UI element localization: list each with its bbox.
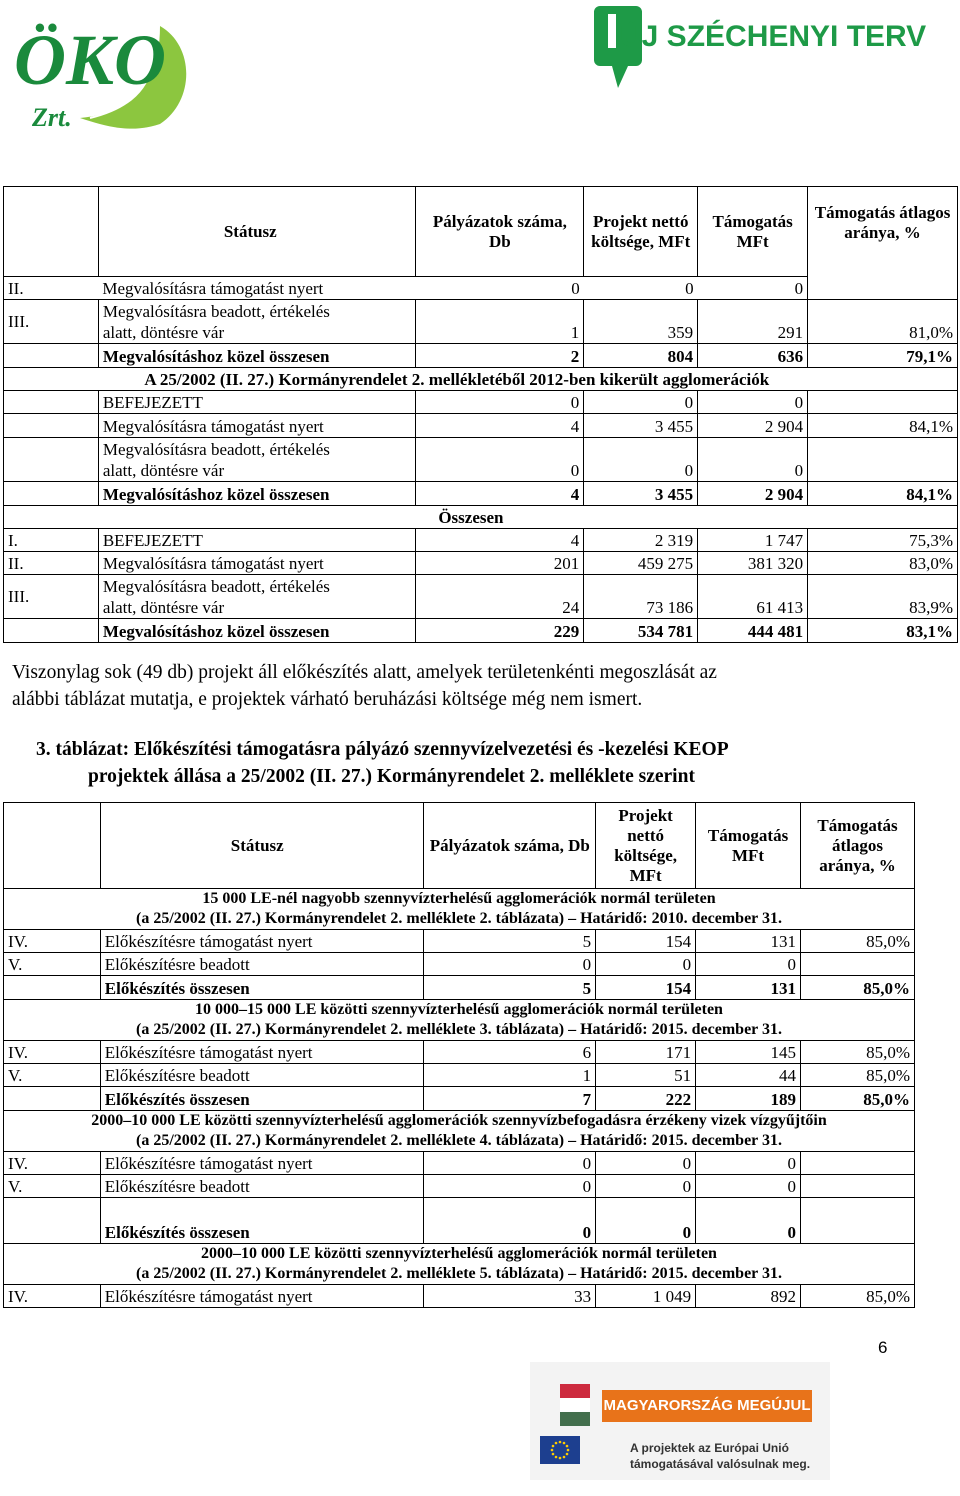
row-status: BEFEJEZETT (98, 529, 416, 552)
row-status: Megvalósításra támogatást nyert (98, 277, 416, 300)
cell-cost: 154 (596, 930, 696, 953)
section-heading (4, 1000, 915, 1041)
cell-count: 229 (416, 619, 584, 643)
caption-line: projektek állása a 25/2002 (II. 27.) Kormányrendelet 2. melléklete szerint (88, 766, 695, 787)
row-num: II. (4, 552, 99, 575)
cell-cost: 0 (596, 1152, 696, 1175)
cell-support: 291 (698, 322, 808, 344)
oko-logo-text: ÖKO (14, 20, 167, 100)
uj-szechenyi-terv-logo (590, 0, 927, 92)
eu-text-line: támogatásával valósulnak meg. (630, 1457, 811, 1471)
cell-cost: 3 455 (584, 414, 698, 438)
cell-ratio (808, 391, 958, 414)
cell-ratio: 75,3% (808, 529, 958, 552)
cell-ratio: 85,0% (801, 1285, 915, 1308)
cell-support: 444 481 (698, 619, 808, 643)
cell-ratio (808, 460, 958, 482)
section-title-l2: (a 25/2002 (II. 27.) Kormányrendelet 2. melléklete 2. táblázata) – Határidő: 2010. december 31. (136, 910, 782, 927)
row-num: IV. (4, 1152, 101, 1175)
header-ratio: Támogatás átlagos aránya, % (801, 803, 915, 889)
section-heading (4, 1111, 915, 1152)
cell-cost: 0 (596, 1175, 696, 1198)
row-status-total: Megvalósításhoz közel összesen (98, 344, 416, 368)
cell-support: 0 (698, 277, 808, 300)
row-status: Megvalósításra támogatást nyert (98, 414, 416, 438)
header-support: Támogatás MFt (698, 187, 808, 277)
cell-cost: 0 (596, 953, 696, 976)
row-status-l2: alatt, döntésre vár (98, 597, 416, 619)
row-status-l1: Megvalósításra beadott, értékelés (98, 300, 416, 322)
cell-ratio: 83,0% (808, 552, 958, 575)
row-num: V. (4, 1175, 101, 1198)
cell-ratio: 85,0% (801, 930, 915, 953)
cell-support: 131 (696, 930, 801, 953)
row-num: III. (4, 300, 99, 344)
project-status-table-1 (3, 186, 958, 643)
cell-ratio: 85,0% (801, 1064, 915, 1087)
cell-count: 4 (416, 529, 584, 552)
row-status-total: Megvalósításhoz közel összesen (98, 619, 416, 643)
section-title-l1: 15 000 LE-nél nagyobb szennyvízterhelésű agglomerációk normál területen (202, 890, 716, 907)
body-paragraph (12, 659, 952, 713)
cell-count: 4 (416, 414, 584, 438)
header-count: Pályázatok száma, Db (424, 803, 596, 889)
cell-cost: 0 (584, 277, 698, 300)
header-count: Pályázatok száma, Db (416, 187, 584, 277)
cell-ratio (801, 1198, 915, 1244)
section-heading (4, 1244, 915, 1285)
cell-ratio: 85,0% (801, 976, 915, 1000)
cell-count: 5 (424, 976, 596, 1000)
row-status: Előkészítésre támogatást nyert (100, 1285, 424, 1308)
row-num: V. (4, 953, 101, 976)
cell-support: 145 (696, 1041, 801, 1064)
cell-count: 1 (416, 322, 584, 344)
row-num: III. (4, 575, 99, 619)
cell-cost: 222 (596, 1087, 696, 1111)
row-num: IV. (4, 1285, 101, 1308)
cell-cost: 534 781 (584, 619, 698, 643)
cell-cost: 0 (596, 1198, 696, 1244)
section-title-l2: (a 25/2002 (II. 27.) Kormányrendelet 2. melléklete 5. táblázata) – Határidő: 2015. december 31. (136, 1265, 782, 1282)
cell-support: 0 (698, 460, 808, 482)
section-heading: A 25/2002 (II. 27.) Kormányrendelet 2. mellékletéből 2012-ben kikerült agglomerációk (98, 368, 957, 391)
oko-zrt-logo (10, 6, 200, 136)
cell-cost: 804 (584, 344, 698, 368)
cell-cost: 0 (584, 391, 698, 414)
row-status: Előkészítésre beadott (100, 953, 424, 976)
section-title-l1: 10 000–15 000 LE közötti szennyvízterhelésű agglomerációk normál területen (195, 1001, 723, 1018)
cell-count: 1 (424, 1064, 596, 1087)
cell-support: 892 (696, 1285, 801, 1308)
cell-ratio: 83,1% (808, 619, 958, 643)
cell-support: 0 (696, 1198, 801, 1244)
cell-support: 2 904 (698, 414, 808, 438)
header-support: Támogatás MFt (696, 803, 801, 889)
row-num: IV. (4, 930, 101, 953)
row-num: IV. (4, 1041, 101, 1064)
cell-support: 131 (696, 976, 801, 1000)
header-status: Státusz (100, 803, 424, 889)
cell-support: 0 (696, 1175, 801, 1198)
row-status: Előkészítésre beadott (100, 1175, 424, 1198)
cell-support: 61 413 (698, 597, 808, 619)
caption-line: 3. táblázat: Előkészítési támogatásra pályázó szennyvízelvezetési és -kezelési KEOP (36, 739, 729, 760)
row-status: BEFEJEZETT (98, 391, 416, 414)
row-status: Előkészítésre támogatást nyert (100, 930, 424, 953)
cell-support: 1 747 (698, 529, 808, 552)
cell-count: 7 (424, 1087, 596, 1111)
cell-count: 24 (416, 597, 584, 619)
cell-count: 33 (424, 1285, 596, 1308)
cell-ratio: 85,0% (801, 1087, 915, 1111)
header-cost: Projekt nettó költsége, MFt (596, 803, 696, 889)
header-cost: Projekt nettó költsége, MFt (584, 187, 698, 277)
cell-count: 0 (416, 391, 584, 414)
paragraph-line: alábbi táblázat mutatja, e projektek várható beruházási költsége még nem ismert. (12, 689, 643, 710)
szechenyi-logo-text: ÚJ SZÉCHENYI TERV (620, 20, 927, 53)
row-status: Előkészítésre beadott (100, 1064, 424, 1087)
row-status-l2: alatt, döntésre vár (98, 322, 416, 344)
row-status: Megvalósításra támogatást nyert (98, 552, 416, 575)
page-number: 6 (878, 1338, 888, 1357)
row-num: V. (4, 1064, 101, 1087)
project-status-table-3 (3, 802, 915, 1308)
row-status-total: Előkészítés összesen (100, 976, 424, 1000)
section-heading (4, 889, 915, 930)
cell-count: 0 (424, 1198, 596, 1244)
eu-text-line: A projektek az Európai Unió (630, 1441, 789, 1455)
paragraph-line: Viszonylag sok (49 db) projekt áll előkészítés alatt, amelyek területenkénti megoszlását az (12, 662, 717, 683)
cell-ratio: 84,1% (808, 482, 958, 506)
cell-ratio: 81,0% (808, 322, 958, 344)
header-ratio: Támogatás átlagos aránya, % (808, 187, 958, 300)
cell-count: 2 (416, 344, 584, 368)
cell-support: 189 (696, 1087, 801, 1111)
cell-support: 0 (698, 391, 808, 414)
row-status-total: Előkészítés összesen (100, 1198, 424, 1244)
cell-count: 4 (416, 482, 584, 506)
cell-cost: 2 319 (584, 529, 698, 552)
row-status: Előkészítésre támogatást nyert (100, 1152, 424, 1175)
section-title-l1: 2000–10 000 LE közötti szennyvízterhelésű agglomerációk szennyvízbefogadásra érzékeny vizek vízgyűjtőin (91, 1112, 827, 1129)
magyarorszag-megujul-banner (530, 1362, 830, 1480)
cell-count: 0 (416, 460, 584, 482)
cell-cost: 73 186 (584, 597, 698, 619)
cell-count: 6 (424, 1041, 596, 1064)
row-status-l1: Megvalósításra beadott, értékelés (98, 438, 416, 460)
cell-ratio: 84,1% (808, 414, 958, 438)
cell-count: 201 (416, 552, 584, 575)
cell-ratio: 83,9% (808, 597, 958, 619)
cell-ratio (801, 953, 915, 976)
row-num: I. (4, 529, 99, 552)
cell-count: 0 (424, 953, 596, 976)
section-title-l2: (a 25/2002 (II. 27.) Kormányrendelet 2. melléklete 3. táblázata) – Határidő: 2015. december 31. (136, 1021, 782, 1038)
section-title-l2: (a 25/2002 (II. 27.) Kormányrendelet 2. melléklete 4. táblázata) – Határidő: 2015. december 31. (136, 1132, 782, 1149)
row-status-l1: Megvalósításra beadott, értékelés (98, 575, 416, 597)
hungarian-flag-icon (560, 1384, 590, 1426)
cell-count: 0 (424, 1152, 596, 1175)
row-status-total: Előkészítés összesen (100, 1087, 424, 1111)
flag-text-box: MAGYARORSZÁG MEGÚJUL (602, 1390, 812, 1422)
row-status: Előkészítésre támogatást nyert (100, 1041, 424, 1064)
cell-support: 0 (696, 953, 801, 976)
header-status: Státusz (98, 187, 416, 277)
cell-ratio (801, 1152, 915, 1175)
cell-cost: 51 (596, 1064, 696, 1087)
cell-ratio (801, 1175, 915, 1198)
cell-ratio: 79,1% (808, 344, 958, 368)
section-heading: Összesen (98, 506, 957, 529)
cell-cost: 171 (596, 1041, 696, 1064)
oko-logo-sub: Zrt. (32, 103, 72, 132)
cell-cost: 3 455 (584, 482, 698, 506)
cell-cost: 459 275 (584, 552, 698, 575)
cell-count: 0 (424, 1175, 596, 1198)
eu-support-text (630, 1440, 830, 1472)
cell-count: 0 (416, 277, 584, 300)
cell-support: 0 (696, 1152, 801, 1175)
cell-ratio: 85,0% (801, 1041, 915, 1064)
cell-cost: 0 (584, 460, 698, 482)
section-title-l1: 2000–10 000 LE közötti szennyvízterhelésű agglomerációk normál területen (201, 1245, 717, 1262)
row-num: II. (4, 277, 99, 300)
cell-cost: 1 049 (596, 1285, 696, 1308)
table-caption (36, 736, 936, 790)
cell-support: 2 904 (698, 482, 808, 506)
cell-cost: 359 (584, 322, 698, 344)
cell-support: 381 320 (698, 552, 808, 575)
cell-support: 636 (698, 344, 808, 368)
cell-count: 5 (424, 930, 596, 953)
row-status-total: Megvalósításhoz közel összesen (98, 482, 416, 506)
row-status-l2: alatt, döntésre vár (98, 460, 416, 482)
eu-flag-icon (540, 1436, 580, 1464)
cell-support: 44 (696, 1064, 801, 1087)
eu-stars-icon (540, 1436, 580, 1464)
cell-cost: 154 (596, 976, 696, 1000)
